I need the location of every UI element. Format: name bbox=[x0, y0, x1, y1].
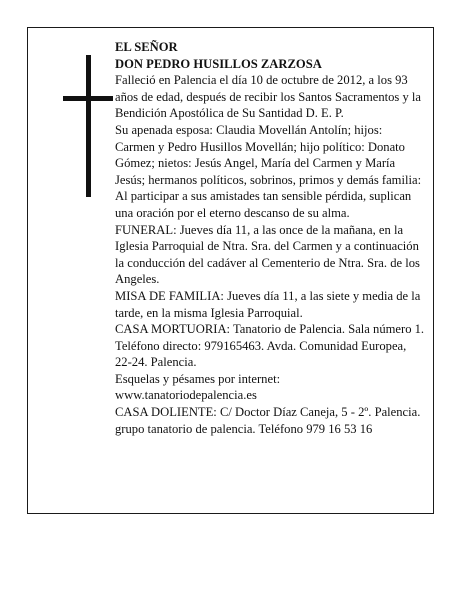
funeral-home-info: CASA MORTUORIA: Tanatorio de Palencia. Sala número 1. Teléfono directo: 979165463. Avda. Comunidad Europea, 22-24. Palencia. bbox=[115, 322, 425, 370]
funeral-group-contact: grupo tanatorio de palencia. Teléfono 979 16 53 16 bbox=[115, 421, 373, 436]
condolences-info: Esquelas y pésames por internet: www.tanatoriodepalencia.es bbox=[115, 371, 281, 403]
death-announcement: Falleció en Palencia el día 10 de octubre de 2012, a los 93 años de edad, después de recibir los Santos Sacramentos y la Bendición Apostólica de Su Santidad D. E. P. bbox=[115, 73, 422, 121]
obituary-heading: EL SEÑOR bbox=[115, 40, 178, 54]
family-home-info: CASA DOLIENTE: C/ Doctor Díaz Caneja, 5 - 2º. Palencia. bbox=[115, 405, 421, 420]
family-list: Su apenada esposa: Claudia Movellán Antolín; hijos: Carmen y Pedro Husillos Movellán; hijo político: Donato Gómez; nietos: Jesús Angel, María del Carmen y María Jesús; hermanos políticos, sobrinos, primos y demás familia: bbox=[115, 122, 422, 187]
latin-cross-icon bbox=[63, 55, 113, 197]
cross-horizontal-bar bbox=[63, 96, 113, 101]
family-mass-info: MISA DE FAMILIA: Jueves día 11, a las siete y media de la tarde, en la misma Iglesia Parroquial. bbox=[115, 288, 421, 320]
obituary-text bbox=[115, 39, 425, 437]
obituary-notice bbox=[27, 27, 434, 514]
cross-vertical-bar bbox=[86, 55, 91, 197]
deceased-name: DON PEDRO HUSILLOS ZARZOSA bbox=[115, 56, 322, 71]
funeral-info: FUNERAL: Jueves día 11, a las once de la mañana, en la Iglesia Parroquial de Ntra. Sra. del Carmen y a continuación la conducción del cadáver al Cementerio de Ntra. Sra. de los Angeles. bbox=[115, 222, 420, 287]
prayer-request: Al participar a sus amistades tan sensible pérdida, suplican una oración por el eterno descanso de su alma. bbox=[115, 189, 412, 220]
